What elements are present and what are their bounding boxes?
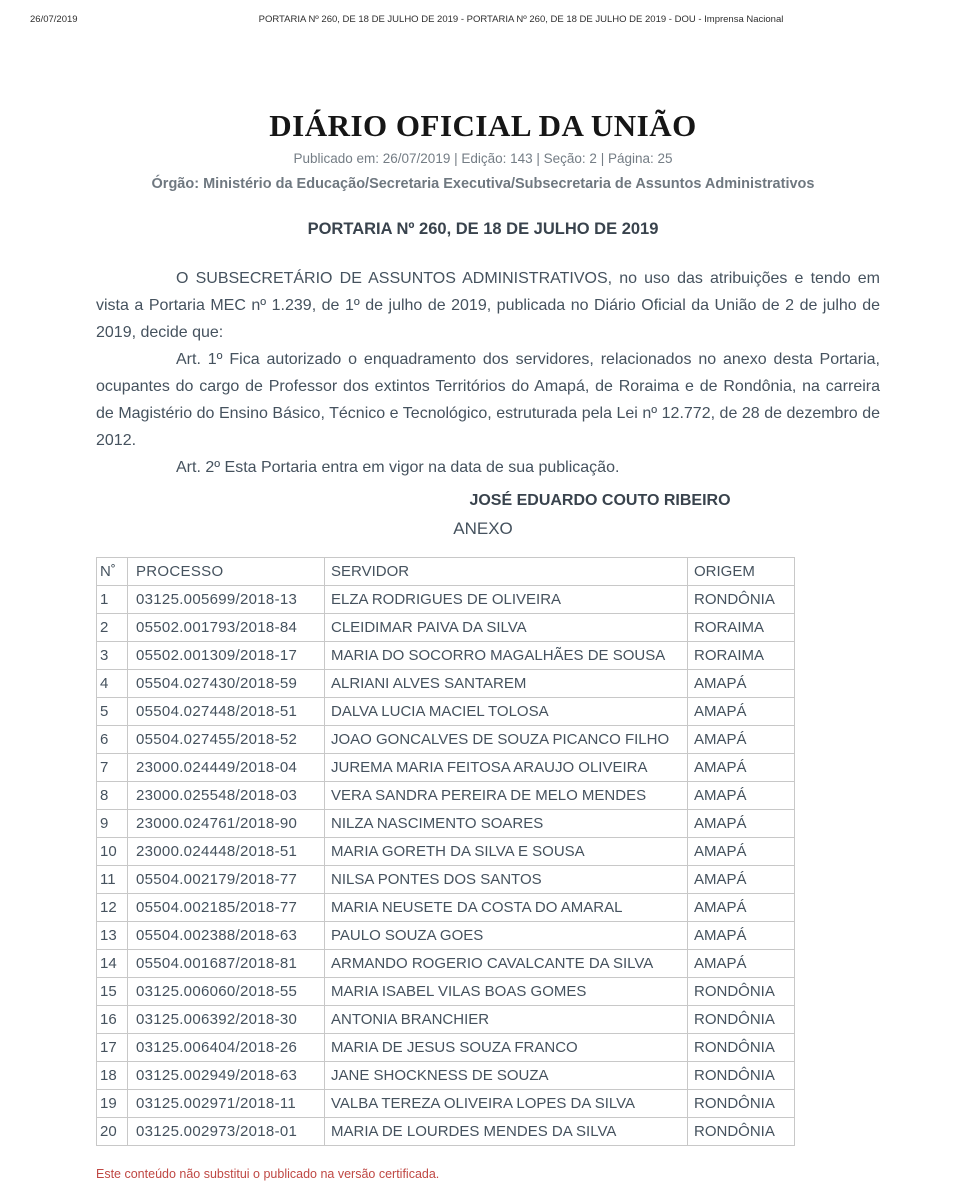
annex-label: ANEXO <box>453 519 513 538</box>
cell-origem: AMAPÁ <box>688 922 795 950</box>
act-paragraph-preamble: O SUBSECRETÁRIO DE ASSUNTOS ADMINISTRATIVOS, no uso das atribuições e tendo em vista a Portaria MEC nº 1.239, de 1º de julho de 2019, publicada no Diário Oficial da União de 2 de julho de 2019, decide que: <box>96 270 880 341</box>
cell-processo: 05504.001687/2018-81 <box>128 950 325 978</box>
cell-servidor: VALBA TEREZA OLIVEIRA LOPES DA SILVA <box>325 1090 688 1118</box>
cell-n: 5 <box>97 698 128 726</box>
table-row <box>97 894 795 922</box>
table-row <box>97 1034 795 1062</box>
cell-processo: 03125.006404/2018-26 <box>128 1034 325 1062</box>
cell-servidor: MARIA ISABEL VILAS BOAS GOMES <box>325 978 688 1006</box>
act-paragraph-art1: Art. 1º Fica autorizado o enquadramento dos servidores, relacionados no anexo desta Portaria, ocupantes do cargo de Professor dos extintos Territórios do Amapá, de Roraima e de Rondônia, na carreira de Magistério do Ensino Básico, Técnico e Tecnológico, estruturada pela Lei nº 12.772, de 28 de dezembro de 2012. <box>96 351 880 449</box>
cell-origem: AMAPÁ <box>688 810 795 838</box>
cell-origem: RONDÔNIA <box>688 586 795 614</box>
cell-servidor: DALVA LUCIA MACIEL TOLOSA <box>325 698 688 726</box>
table-row <box>97 1062 795 1090</box>
table-row <box>97 1006 795 1034</box>
cell-n: 6 <box>97 726 128 754</box>
cell-n: 9 <box>97 810 128 838</box>
cell-n: 16 <box>97 1006 128 1034</box>
cell-n: 4 <box>97 670 128 698</box>
print-header <box>0 14 966 28</box>
cell-servidor: MARIA NEUSETE DA COSTA DO AMARAL <box>325 894 688 922</box>
act-body <box>96 265 880 481</box>
cell-origem: RORAIMA <box>688 642 795 670</box>
cell-servidor: NILSA PONTES DOS SANTOS <box>325 866 688 894</box>
table-row <box>97 670 795 698</box>
cell-n: 20 <box>97 1118 128 1146</box>
cell-servidor: MARIA DE LOURDES MENDES DA SILVA <box>325 1118 688 1146</box>
cell-origem: RONDÔNIA <box>688 1062 795 1090</box>
cell-origem: AMAPÁ <box>688 894 795 922</box>
cell-servidor: VERA SANDRA PEREIRA DE MELO MENDES <box>325 782 688 810</box>
header-origem: ORIGEM <box>688 558 795 586</box>
certification-disclaimer: Este conteúdo não substitui o publicado na versão certificada. <box>96 1167 440 1181</box>
cell-processo: 05504.002185/2018-77 <box>128 894 325 922</box>
cell-origem: AMAPÁ <box>688 782 795 810</box>
cell-origem: AMAPÁ <box>688 754 795 782</box>
cell-origem: RORAIMA <box>688 614 795 642</box>
table-row <box>97 698 795 726</box>
cell-processo: 03125.002971/2018-11 <box>128 1090 325 1118</box>
cell-processo: 05504.027448/2018-51 <box>128 698 325 726</box>
cell-servidor: MARIA DE JESUS SOUZA FRANCO <box>325 1034 688 1062</box>
cell-origem: RONDÔNIA <box>688 978 795 1006</box>
masthead <box>0 0 966 193</box>
cell-servidor: ELZA RODRIGUES DE OLIVEIRA <box>325 586 688 614</box>
gazette-title: DIÁRIO OFICIAL DA UNIÃO <box>269 108 697 143</box>
header-servidor: SERVIDOR <box>325 558 688 586</box>
cell-processo: 05504.027455/2018-52 <box>128 726 325 754</box>
table-row <box>97 950 795 978</box>
cell-n: 19 <box>97 1090 128 1118</box>
print-header-date: 26/07/2019 <box>30 14 78 25</box>
cell-n: 3 <box>97 642 128 670</box>
cell-processo: 05502.001793/2018-84 <box>128 614 325 642</box>
table-row <box>97 838 795 866</box>
cell-origem: AMAPÁ <box>688 838 795 866</box>
cell-n: 2 <box>97 614 128 642</box>
table-row <box>97 614 795 642</box>
table-row <box>97 726 795 754</box>
cell-processo: 23000.024448/2018-51 <box>128 838 325 866</box>
cell-processo: 03125.006392/2018-30 <box>128 1006 325 1034</box>
cell-processo: 05502.001309/2018-17 <box>128 642 325 670</box>
print-header-title: PORTARIA Nº 260, DE 18 DE JULHO DE 2019 - PORTARIA Nº 260, DE 18 DE JULHO DE 2019 - DOU - Imprensa Nacional <box>258 14 784 25</box>
cell-n: 11 <box>97 866 128 894</box>
cell-servidor: JOAO GONCALVES DE SOUZA PICANCO FILHO <box>325 726 688 754</box>
signature-name: JOSÉ EDUARDO COUTO RIBEIRO <box>469 492 731 509</box>
cell-processo: 03125.002973/2018-01 <box>128 1118 325 1146</box>
cell-origem: AMAPÁ <box>688 726 795 754</box>
cell-origem: RONDÔNIA <box>688 1090 795 1118</box>
publication-info: Publicado em: 26/07/2019 | Edição: 143 | Seção: 2 | Página: 25 <box>293 151 673 166</box>
cell-n: 8 <box>97 782 128 810</box>
cell-processo: 05504.002388/2018-63 <box>128 922 325 950</box>
table-row <box>97 642 795 670</box>
cell-n: 12 <box>97 894 128 922</box>
cell-servidor: MARIA GORETH DA SILVA E SOUSA <box>325 838 688 866</box>
servants-table <box>96 557 795 1146</box>
cell-n: 1 <box>97 586 128 614</box>
cell-origem: AMAPÁ <box>688 670 795 698</box>
table-row <box>97 978 795 1006</box>
cell-servidor: ALRIANI ALVES SANTAREM <box>325 670 688 698</box>
cell-processo: 23000.024449/2018-04 <box>128 754 325 782</box>
cell-n: 7 <box>97 754 128 782</box>
cell-processo: 03125.002949/2018-63 <box>128 1062 325 1090</box>
header-n: N˚ <box>97 558 128 586</box>
cell-servidor: PAULO SOUZA GOES <box>325 922 688 950</box>
cell-servidor: JUREMA MARIA FEITOSA ARAUJO OLIVEIRA <box>325 754 688 782</box>
table-row <box>97 782 795 810</box>
cell-servidor: ANTONIA BRANCHIER <box>325 1006 688 1034</box>
table-row <box>97 922 795 950</box>
cell-servidor: MARIA DO SOCORRO MAGALHÃES DE SOUSA <box>325 642 688 670</box>
table-row <box>97 810 795 838</box>
act-title: PORTARIA Nº 260, DE 18 DE JULHO DE 2019 <box>307 220 659 238</box>
cell-processo: 23000.024761/2018-90 <box>128 810 325 838</box>
cell-servidor: NILZA NASCIMENTO SOARES <box>325 810 688 838</box>
table-row <box>97 586 795 614</box>
cell-servidor: JANE SHOCKNESS DE SOUZA <box>325 1062 688 1090</box>
table-row <box>97 866 795 894</box>
servants-table-head <box>97 558 795 586</box>
cell-origem: RONDÔNIA <box>688 1006 795 1034</box>
cell-processo: 05504.027430/2018-59 <box>128 670 325 698</box>
cell-origem: RONDÔNIA <box>688 1118 795 1146</box>
header-processo: PROCESSO <box>128 558 325 586</box>
cell-processo: 03125.006060/2018-55 <box>128 978 325 1006</box>
act-paragraph-art2: Art. 2º Esta Portaria entra em vigor na data de sua publicação. <box>176 459 620 476</box>
servants-table-body <box>97 586 795 1146</box>
cell-servidor: ARMANDO ROGERIO CAVALCANTE DA SILVA <box>325 950 688 978</box>
cell-n: 13 <box>97 922 128 950</box>
cell-origem: RONDÔNIA <box>688 1034 795 1062</box>
cell-processo: 05504.002179/2018-77 <box>128 866 325 894</box>
cell-processo: 03125.005699/2018-13 <box>128 586 325 614</box>
cell-n: 14 <box>97 950 128 978</box>
cell-origem: AMAPÁ <box>688 698 795 726</box>
cell-n: 17 <box>97 1034 128 1062</box>
cell-n: 18 <box>97 1062 128 1090</box>
cell-processo: 23000.025548/2018-03 <box>128 782 325 810</box>
organ-info: Órgão: Ministério da Educação/Secretaria Executiva/Subsecretaria de Assuntos Administrativos <box>151 176 815 192</box>
table-row <box>97 1090 795 1118</box>
cell-n: 15 <box>97 978 128 1006</box>
table-header-row <box>97 558 795 586</box>
cell-servidor: CLEIDIMAR PAIVA DA SILVA <box>325 614 688 642</box>
cell-origem: AMAPÁ <box>688 866 795 894</box>
cell-n: 10 <box>97 838 128 866</box>
table-row <box>97 754 795 782</box>
cell-origem: AMAPÁ <box>688 950 795 978</box>
table-row <box>97 1118 795 1146</box>
